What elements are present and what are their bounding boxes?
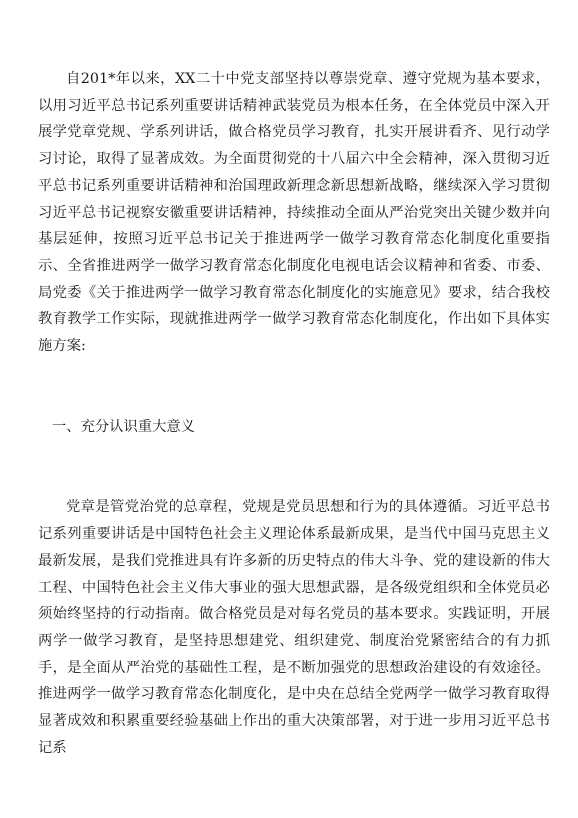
intro-paragraph: 自201*年以来，XX二十中党支部坚持以尊崇党章、遵守党规为基本要求，以用习近平总书记系列重要讲话精神武装党员为根本任务，在全体党员中深入开展学党章党规、学系列讲话，做合格党员学习教育，扎实开展讲看齐、见行动学习讨论，取得了显著成效。为全面贯彻党的十八届六中全会精神，深入贯彻习近平总书记系列重要讲话精神和治国理政新理念新思想新战略，继续深入学习贯彻习近平总书记视察安徽重要讲话精神，持续推动全面从严治党突出关键少数并向基层延伸，按照习近平总书记关于推进两学一做学习教育常态化制度化重要指示、全省推进两学一做学习教育常态化制度化电视电话会议精神和省委、市委、局党委《关于推进两学一做学习教育常态化制度化的实施意见》要求，结合我校教育教学工作实际，现就推进两学一做学习教育常态化制度化，作出如下具体实施方案: <box>38 71 550 355</box>
body-paragraph: 党章是管党治党的总章程，党规是党员思想和行为的具体遵循。习近平总书记系列重要讲话是中国特色社会主义理论体系最新成果，是当代中国马克思主义最新发展，是我们党推进具有许多新的历史特点的伟大斗争、党的建设新的伟大工程、中国特色社会主义伟大事业的强大思想武器，是各级党组织和全体党员必须始终坚持的行动指南。做合格党员是对每名党员的基本要求。实践证明，开展两学一做学习教育，是坚持思想建党、组织建党、制度治党紧密结合的有力抓手，是全面从严治党的基础性工程，是不断加强党的思想政治建设的有效途径。推进两学一做学习教育常态化制度化，是中央在总结全党两学一做学习教育取得显著成效和积累重要经验基础上作出的重大决策部署，对于进一步用习近平总书记系 <box>38 499 550 756</box>
section-heading: 一、充分认识重大意义 <box>52 418 195 435</box>
